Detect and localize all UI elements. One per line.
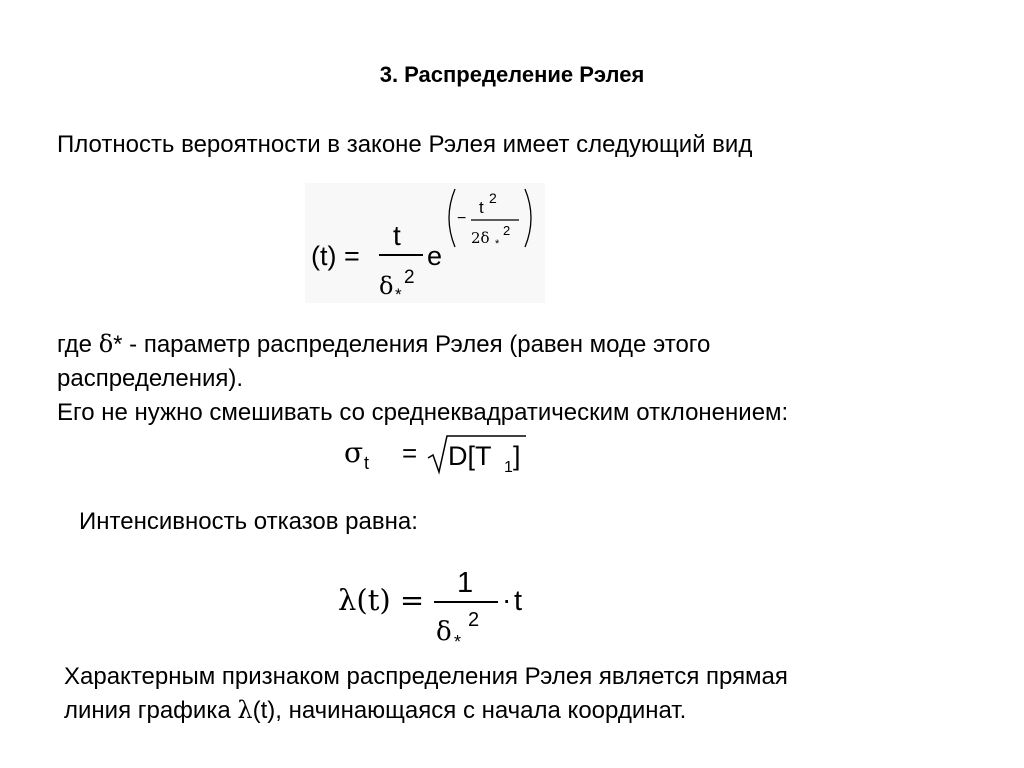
sigma-argument: D[T [448,441,492,471]
lambda-dot: · [502,584,512,615]
density-formula [305,183,545,303]
sigma-argument-sub: 1 [504,459,513,476]
density-exp-base: e [427,241,443,271]
density-exp-minus: − [457,210,467,227]
lambda-symbol: λ [237,696,253,724]
definition-line-2: распределения). [57,365,244,392]
conclusion-suffix: (t), начинающаяся с начала координат. [252,697,687,724]
lambda-lhs: λ(t) = [338,583,425,617]
delta-symbol: δ [98,330,114,358]
definition-suffix: * - параметр распределения Рэлея (равен моде этого [113,331,711,358]
density-numerator: t [393,220,401,251]
sigma-formula-svg [340,426,530,482]
density-exp-numerator: t [479,198,484,217]
density-exp-denominator-power: 2 [503,223,511,238]
sigma-subscript: t [364,453,370,473]
density-denominator: δ [379,272,394,300]
density-exp-left-paren [449,189,455,247]
density-denominator-sub: * [395,285,402,303]
sigma-symbol: σ [344,436,364,469]
lambda-denominator: δ [436,617,452,647]
intro-text: Плотность вероятности в законе Рэлея имеет следующий вид [57,131,753,158]
sigma-argument-close: ] [513,441,521,471]
lambda-denominator-power: 2 [468,609,480,631]
density-exp-denominator-sub: * [495,238,500,250]
lambda-denominator-sub: * [454,632,462,652]
density-denominator-power: 2 [404,267,415,288]
density-formula-svg [305,183,545,303]
density-exp-right-paren [525,189,531,247]
density-lhs: (t) = [311,241,360,271]
density-exp-numerator-power: 2 [489,190,497,206]
lambda-numerator: 1 [457,567,474,599]
lambda-formula [330,556,540,656]
conclusion-prefix: линия графика [64,697,238,724]
definition-prefix: где [57,331,99,358]
sigma-formula [340,426,530,482]
definition-line-3: Его не нужно смешивать со среднеквадратическим отклонением: [57,399,789,426]
definition-line-1 [57,330,710,359]
page-title: 3. Распределение Рэлея [379,62,645,87]
density-exp-denominator: 2δ [471,229,490,247]
conclusion-line-1: Характерным признаком распределения Рэлея является прямая [64,663,788,690]
lambda-formula-svg [330,556,540,656]
sigma-equals: = [402,438,418,468]
intensity-label: Интенсивность отказов равна: [79,508,418,535]
lambda-variable: t [514,585,523,617]
conclusion-line-2 [64,696,686,725]
